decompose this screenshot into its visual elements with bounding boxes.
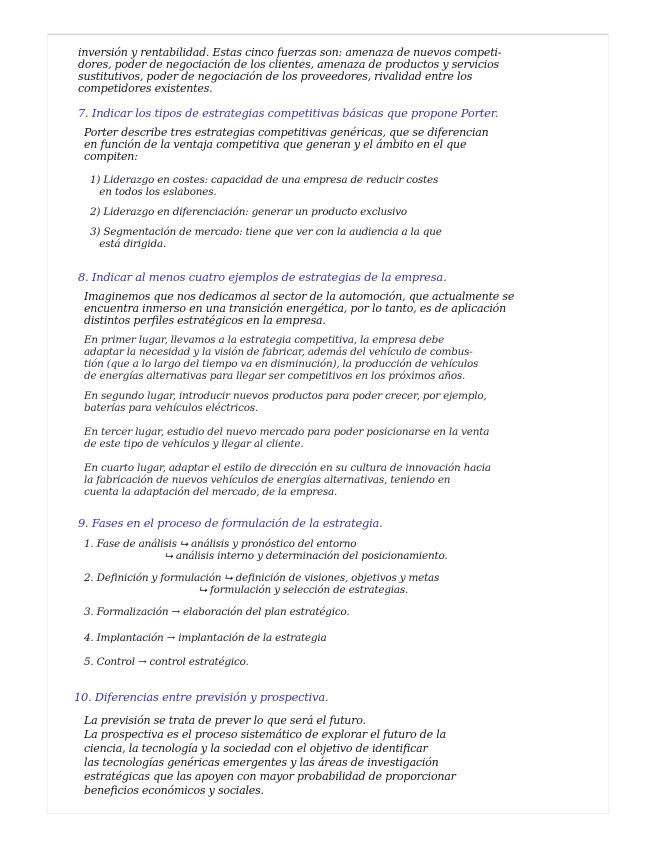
q9-step-3: 3. Formalización → elaboración del plan estratégico. xyxy=(84,606,350,618)
q8-paragraph-line: adaptar la necesidad y la visión de fabricar, además del vehículo de combus- xyxy=(84,346,473,358)
q7-item-2: 2) Liderazgo en diferenciación: generar un producto exclusivo xyxy=(90,206,407,218)
q10-line: La previsión se trata de prever lo que será el futuro. xyxy=(84,714,366,727)
question-8-title: 8. Indicar al menos cuatro ejemplos de estrategias de la empresa. xyxy=(78,270,447,284)
q8-paragraph-line: encuentra inmerso en una transición energética, por lo tanto, es de aplicación xyxy=(84,302,506,315)
question-10-title: 10. Diferencias entre previsión y prospectiva. xyxy=(74,690,329,704)
q7-item-3-cont: está dirigida. xyxy=(90,238,167,250)
q10-line: estratégicas que las apoyen con mayor probabilidad de proporcionar xyxy=(84,770,456,783)
q9-step-5: 5. Control → control estratégico. xyxy=(84,656,249,668)
q8-paragraph-line: de este tipo de vehículos y llegar al cliente. xyxy=(84,438,304,450)
intro-line: competidores existentes. xyxy=(78,82,213,95)
q8-paragraph-line: Imaginemos que nos dedicamos al sector de la automoción, que actualmente se xyxy=(84,290,515,303)
q8-paragraph-line: distintos perfiles estratégicos en la empresa. xyxy=(84,314,326,327)
q9-step-4: 4. Implantación → implantación de la estrategia xyxy=(84,632,327,644)
q10-line: La prospectiva es el proceso sistemático de explorar el futuro de la xyxy=(84,728,446,741)
q7-item-1-cont: en todos los eslabones. xyxy=(90,186,217,198)
q8-paragraph-line: cuenta la adaptación del mercado, de la empresa. xyxy=(84,486,338,498)
intro-line: dores, poder de negociación de los clientes, amenaza de productos y servicios xyxy=(78,58,499,71)
q10-line: ciencia, la tecnología y la sociedad con el objetivo de identificar xyxy=(84,742,428,755)
q8-paragraph-line: la fabricación de nuevos vehículos de energías alternativas, teniendo en xyxy=(84,474,451,486)
q8-paragraph-line: En primer lugar, llevamos a la estrategia competitiva, la empresa debe xyxy=(84,334,445,346)
q7-intro-line: Porter describe tres estrategias competitivas genéricas, que se diferencian xyxy=(84,126,489,139)
q9-step-1-cont: ⮡ análisis interno y determinación del posicionamiento. xyxy=(84,550,448,562)
q9-step-2-cont: ⮡ formulación y selección de estrategias. xyxy=(84,584,409,596)
q10-line: las tecnologías genéricas emergentes y las áreas de investigación xyxy=(84,756,439,769)
q7-item-3: 3) Segmentación de mercado: tiene que ver con la audiencia a la que xyxy=(90,226,442,238)
question-7-title: 7. Indicar los tipos de estrategias competitivas básicas que propone Porter. xyxy=(78,106,499,120)
intro-line: sustitutivos, poder de negociación de los proveedores, rivalidad entre los xyxy=(78,70,473,83)
q7-intro-line: en función de la ventaja competitiva que generan y el ámbito en el que xyxy=(84,138,467,151)
question-9-title: 9. Fases en el proceso de formulación de la estrategia. xyxy=(78,516,383,530)
q9-step-1: 1. Fase de análisis ⮡ análisis y pronóstico del entorno xyxy=(84,538,357,550)
q8-paragraph-line: baterías para vehículos eléctricos. xyxy=(84,402,258,414)
intro-line: inversión y rentabilidad. Estas cinco fuerzas son: amenaza de nuevos competi- xyxy=(78,46,502,59)
q8-paragraph-line: En tercer lugar, estudio del nuevo mercado para poder posicionarse en la venta xyxy=(84,426,490,438)
notebook-page xyxy=(48,34,608,813)
q8-paragraph-line: de energías alternativas para llegar ser competitivos en los próximos años. xyxy=(84,370,466,382)
q10-line: beneficios económicos y sociales. xyxy=(84,784,264,797)
q8-paragraph-line: En segundo lugar, introducir nuevos productos para poder crecer, por ejemplo, xyxy=(84,390,487,402)
q8-paragraph-line: tión (que a lo largo del tiempo va en disminución), la producción de vehículos xyxy=(84,358,479,370)
q7-item-1: 1) Liderazgo en costes: capacidad de una empresa de reducir costes xyxy=(90,174,439,186)
q7-intro-line: compiten: xyxy=(84,150,138,163)
q8-paragraph-line: En cuarto lugar, adaptar el estilo de dirección en su cultura de innovación hacia xyxy=(84,462,491,474)
q9-step-2: 2. Definición y formulación ⮡ definición de visiones, objetivos y metas xyxy=(84,572,440,584)
